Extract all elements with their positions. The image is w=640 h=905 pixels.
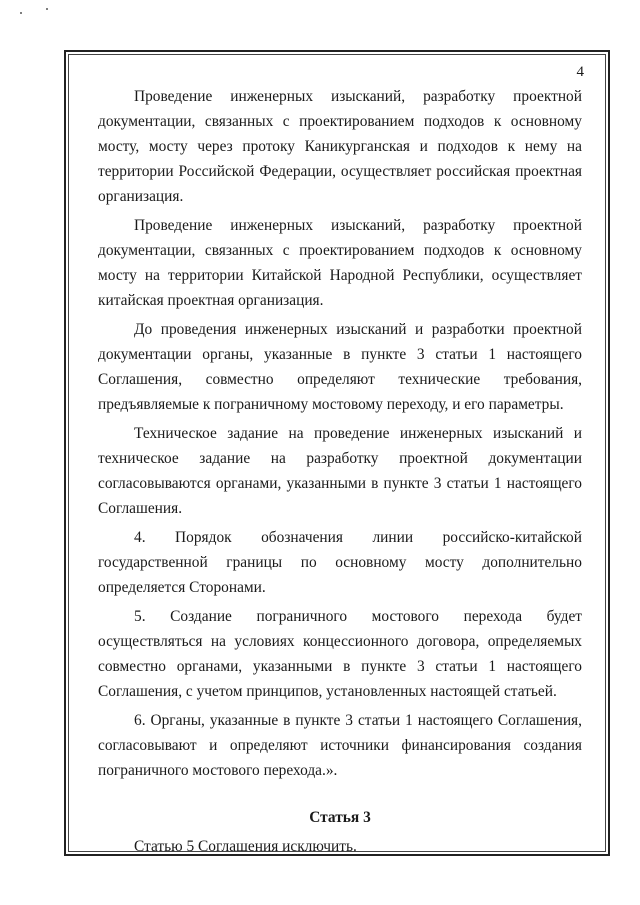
scan-speck xyxy=(20,12,22,14)
article-heading: Статья 3 xyxy=(309,809,371,826)
paragraph-5: 4. Порядок обозначения линии российско-китайской государственной границы по основному мосту дополнительно определяется Сторонами. xyxy=(98,529,582,596)
article-text: Статью 5 Соглашения исключить. xyxy=(134,838,357,855)
paragraph-4: Техническое задание на проведение инженерных изысканий и техническое задание на разработку проектной документации согласовываются органами, указанными в пункте 3 статьи 1 настоящего Соглашения. xyxy=(98,425,582,517)
paragraph-1: Проведение инженерных изысканий, разработку проектной документации, связанных с проектированием подходов к основному мосту, мосту через протоку Каникурганская и подходов к нему на территории Российской Федерации, осуществляет российская проектная организация. xyxy=(98,88,582,205)
paragraph-7: 6. Органы, указанные в пункте 3 статьи 1 настоящего Соглашения, согласовывают и определяют источники финансирования создания пограничного мостового перехода.». xyxy=(98,712,582,779)
paragraph-3: До проведения инженерных изысканий и разработки проектной документации органы, указанные в пункте 3 статьи 1 настоящего Соглашения, совместно определяют технические требования, предъявляемые к пограничному мостовому переходу, и его параметры. xyxy=(98,321,582,413)
scan-speck xyxy=(46,8,48,10)
page-number: 4 xyxy=(576,64,584,80)
paragraph-2: Проведение инженерных изысканий, разработку проектной документации, связанных с проектированием подходов к основному мосту на территории Китайской Народной Республики, осуществляет китайская проектная организация. xyxy=(98,217,582,309)
document-body xyxy=(98,84,582,863)
paragraph-6: 5. Создание пограничного мостового перехода будет осуществляться на условиях концессионного договора, определяемых совместно органами, указанными в пункте 3 статьи 1 настоящего Соглашения, с учетом принципов, установленных настоящей статьей. xyxy=(98,608,582,700)
